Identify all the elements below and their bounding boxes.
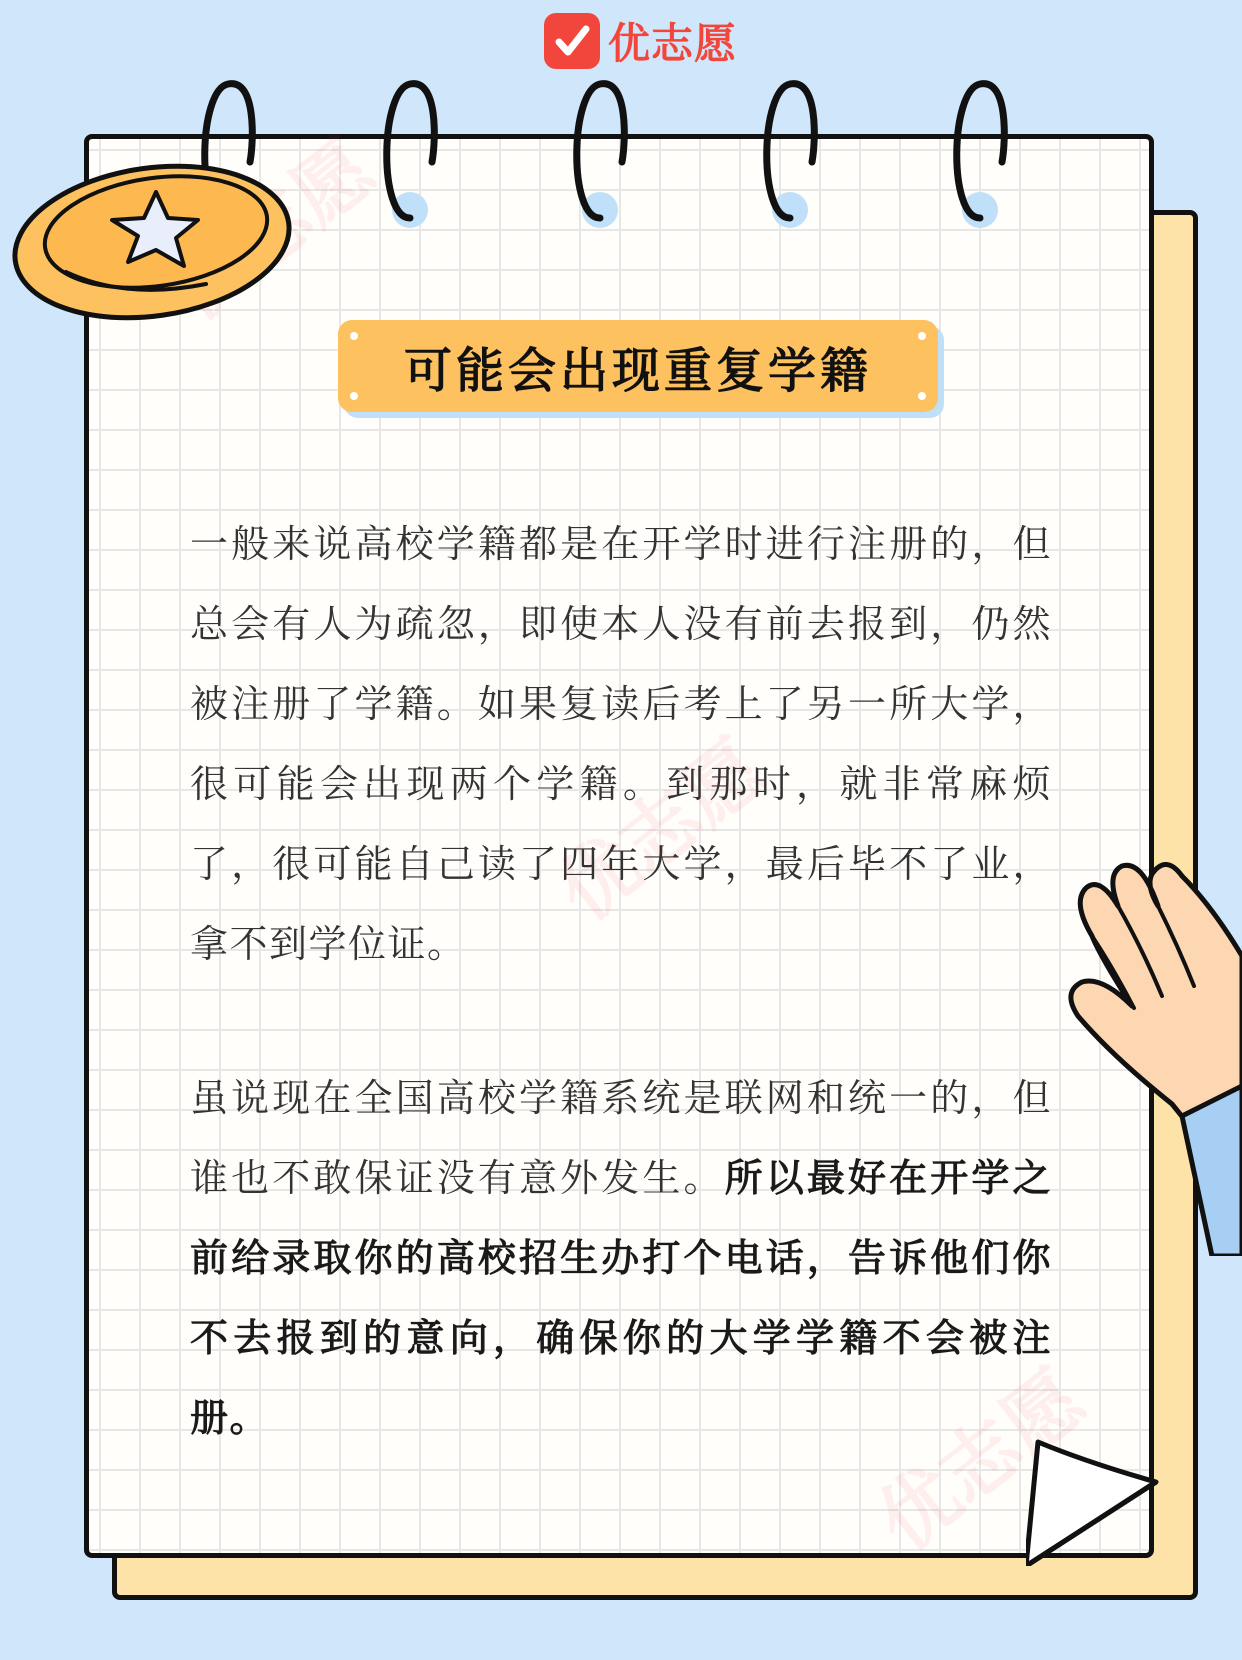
page-title: 可能会出现重复学籍 xyxy=(403,342,872,399)
decorative-dot xyxy=(350,392,358,400)
decorative-dot xyxy=(918,392,926,400)
decorative-dot xyxy=(918,332,926,340)
spiral-ring-icon xyxy=(387,84,435,228)
paragraph-2 xyxy=(190,1058,1052,1458)
spiral-ring-icon xyxy=(577,84,625,228)
brand-name: 优志愿 xyxy=(608,19,738,68)
paragraph-1: 一般来说高校学籍都是在开学时进行注册的，但总会有人为疏忽，即使本人没有前去报到，仍然被注册了学籍。如果复读后考上了另一所大学，很可能会出现两个学籍。到那时，就非常麻烦了，很可能自己读了四年大学，最后毕不了业，拿不到学位证。 xyxy=(190,522,1052,966)
spiral-ring-icon xyxy=(767,84,815,228)
star-coin-icon xyxy=(6,150,296,322)
waving-hand-icon xyxy=(1062,836,1242,1256)
section-title-box xyxy=(338,320,938,412)
paragraph-2-bold: 所以最好在开学之前给录取你的高校招生办打个电话，告诉他们你不去报到的意向，确保你的大学学籍不会被注册。 xyxy=(190,1156,1052,1440)
paragraph-2-normal: 虽说现在全国高校学籍系统是联网和统一的，但谁也不敢保证没有意外发生。 xyxy=(190,1076,1052,1200)
brand-logo xyxy=(544,12,737,70)
decorative-dot xyxy=(350,332,358,340)
spiral-ring-icon xyxy=(957,84,1005,228)
checkmark-icon xyxy=(544,13,600,69)
